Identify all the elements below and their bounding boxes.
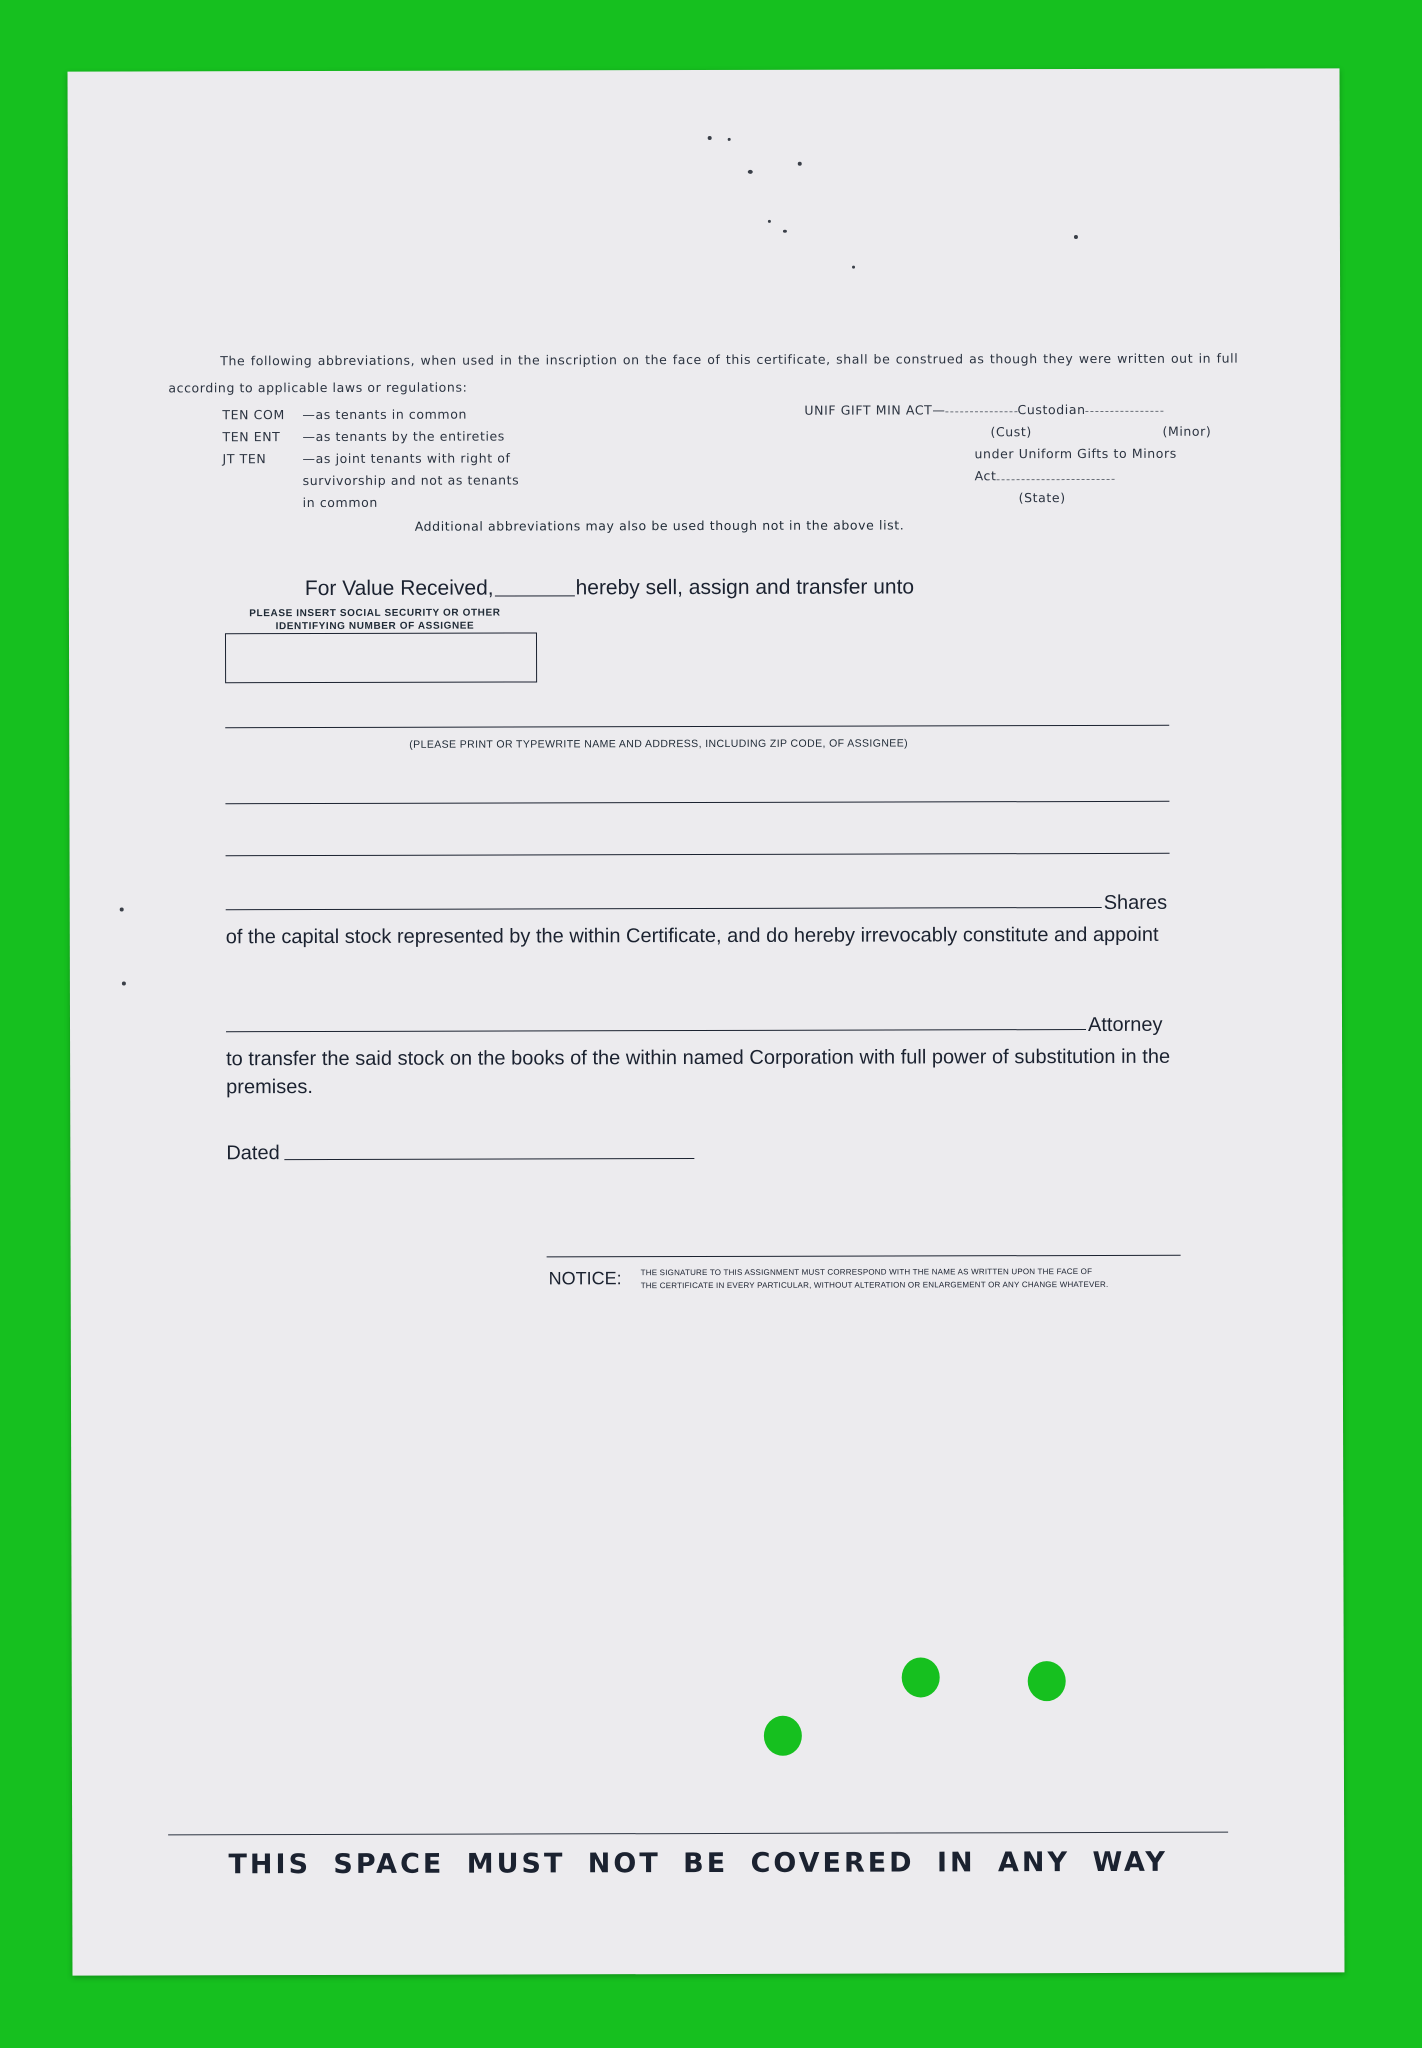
abbreviations-intro: The following abbreviations, when used in the inscription on the face of this certificate, shall be construed as though they were written out in full according to applicable laws or regulations: <box>168 350 1239 396</box>
abbreviation-code: TEN COM <box>222 407 285 423</box>
dated-line[interactable] <box>284 1158 694 1160</box>
speck <box>1074 235 1078 239</box>
punch-hole <box>902 1657 940 1697</box>
jt-ten-continuation: survivorship and not as tenants <box>302 472 520 489</box>
speck <box>798 162 802 166</box>
ssn-label: PLEASE INSERT SOCIAL SECURITY OR OTHER IDENTIFYING NUMBER OF ASSIGNEE <box>249 607 501 633</box>
speck <box>120 908 124 912</box>
assignee-address-line[interactable] <box>226 853 1170 856</box>
speck <box>122 982 126 986</box>
punch-hole <box>764 1716 802 1756</box>
bottom-notice: THIS SPACE MUST NOT BE COVERED IN ANY WAY <box>228 1846 1168 1881</box>
hereby-transfer-label: hereby sell, assign and transfer unto <box>575 575 915 600</box>
speck <box>768 220 771 223</box>
attorney-label: Attorney <box>1087 1013 1163 1036</box>
for-value-received-label: For Value Received, <box>304 576 494 601</box>
notice-text <box>641 1265 1109 1292</box>
speck <box>783 230 787 233</box>
shares-line[interactable] <box>226 907 1102 910</box>
speck <box>852 266 855 269</box>
bottom-rule <box>168 1832 1228 1836</box>
abbreviation-code: JT TEN <box>222 451 267 467</box>
act-line <box>975 465 1255 488</box>
shares-text: of the capital stock represented by the within Certificate, and do hereby irrevocably constitute and appoint <box>225 923 1159 949</box>
jt-ten-continuation: in common <box>302 494 378 511</box>
speck <box>728 138 731 141</box>
minor-label: (Minor) <box>1162 423 1212 439</box>
notice-text-line: THE SIGNATURE TO THIS ASSIGNMENT MUST CORRESPOND WITH THE NAME AS WRITTEN UPON THE FACE OF <box>640 1266 1093 1278</box>
for-value-received-line <box>305 575 914 601</box>
state-label: (State) <box>1018 490 1066 506</box>
abbreviation-row <box>222 447 564 470</box>
abbreviation-code: TEN ENT <box>222 429 281 445</box>
uniform-gifts-block <box>804 399 1254 510</box>
abbreviations-list <box>222 403 564 514</box>
abbreviation-definition: —as tenants by the entireties <box>302 428 505 445</box>
assignor-blank[interactable] <box>495 595 575 596</box>
cust-label: (Cust) <box>990 424 1032 440</box>
speck <box>708 136 712 140</box>
shares-label: Shares <box>1103 891 1168 914</box>
signature-line[interactable] <box>547 1255 1181 1258</box>
additional-abbreviations-note: Additional abbreviations may also be used though not in the above list. <box>414 517 905 534</box>
abbreviation-definition: —as tenants in common <box>302 406 467 423</box>
unif-act-line <box>804 399 1254 422</box>
assignee-address-line[interactable] <box>225 801 1169 804</box>
dotted-blank <box>996 467 1114 480</box>
notice-text-line: THE CERTIFICATE IN EVERY PARTICULAR, WITHOUT ALTERATION OR ENLARGEMENT OR ANY CHANGE WHATEVER. <box>640 1279 1109 1291</box>
dated-label: Dated <box>226 1142 280 1165</box>
abbreviation-row <box>222 403 564 426</box>
assignee-caption: (PLEASE PRINT OR TYPEWRITE NAME AND ADDRESS, INCLUDING ZIP CODE, OF ASSIGNEE) <box>409 737 909 751</box>
abbreviation-definition: —as joint tenants with right of <box>302 450 511 467</box>
act-label: Act <box>974 468 997 484</box>
ssn-input-box[interactable] <box>225 632 537 683</box>
attorney-text: to transfer the said stock on the books of the within named Corporation with full power of substitution in the premises. <box>226 1045 1171 1099</box>
cust-minor-line <box>804 421 1254 444</box>
under-uniform-gifts: under Uniform Gifts to Minors <box>974 445 1177 462</box>
abbreviation-row <box>222 425 564 448</box>
stock-certificate-back <box>68 68 1345 1975</box>
custodian-label: Custodian <box>1017 402 1086 418</box>
unif-act-label: UNIF GIFT MIN ACT— <box>804 402 946 418</box>
notice-label: NOTICE: <box>548 1268 622 1289</box>
speck <box>748 170 753 174</box>
punch-hole <box>1028 1661 1066 1701</box>
dotted-blank <box>1086 399 1164 412</box>
assignee-name-line[interactable] <box>225 725 1169 728</box>
attorney-line[interactable] <box>226 1029 1086 1032</box>
dotted-blank <box>945 399 1017 412</box>
